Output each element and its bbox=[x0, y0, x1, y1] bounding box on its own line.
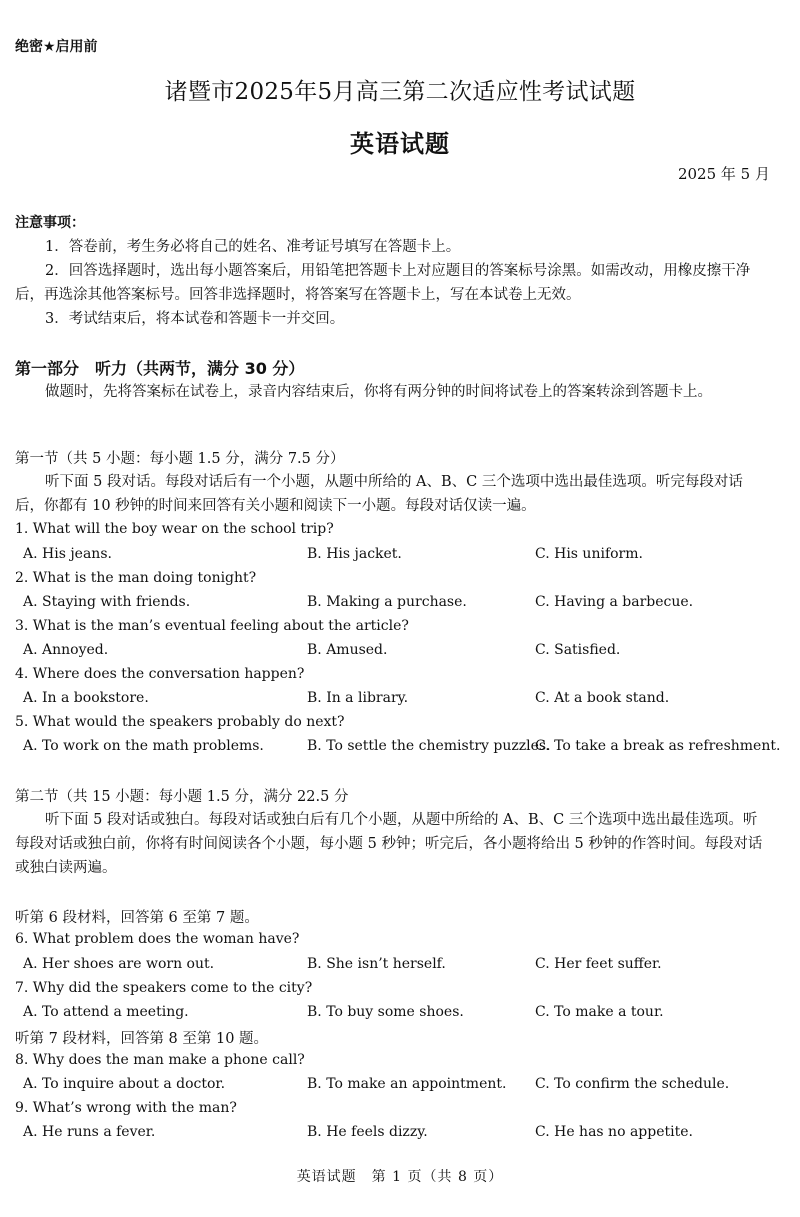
q9-option-a: A. He runs a fever. bbox=[23, 1124, 156, 1140]
question-9: 9. What’s wrong with the man? bbox=[15, 1100, 237, 1116]
q1-option-b: B. His jacket. bbox=[307, 546, 402, 562]
q3-option-c: C. Satisfied. bbox=[535, 642, 621, 658]
note-item: 1．答卷前，考生务必将自己的姓名、准考证号填写在答题卡上。 bbox=[45, 239, 461, 255]
part1-title: 第一部分 听力（共两节，满分 30 分） bbox=[15, 359, 305, 378]
q5-option-c: C. To take a break as refreshment. bbox=[535, 738, 781, 754]
note-item: 2．回答选择题时，选出每小题答案后，用铅笔把答题卡上对应题目的答案标号涂黑。如需改动，用橡皮擦干净后，再选涂其他答案标号。回答非选择题时，将答案写在答题卡上，写在本试卷上无效。 bbox=[15, 263, 751, 303]
q6-option-c: C. Her feet suffer. bbox=[535, 956, 662, 972]
q4-option-c: C. At a book stand. bbox=[535, 690, 670, 706]
question-3: 3. What is the man’s eventual feeling about the article? bbox=[15, 618, 409, 634]
subject-title: 英语试题 bbox=[350, 130, 450, 158]
question-5: 5. What would the speakers probably do next? bbox=[15, 714, 345, 730]
page-footer: 英语试题 第 1 页（共 8 页） bbox=[296, 1169, 504, 1185]
q8-option-c: C. To confirm the schedule. bbox=[535, 1076, 730, 1092]
q1-option-c: C. His uniform. bbox=[535, 546, 643, 562]
q7-option-c: C. To make a tour. bbox=[535, 1004, 664, 1020]
note-item: 3．考试结束后，将本试卷和答题卡一并交回。 bbox=[45, 311, 345, 327]
exam-date: 2025 年 5 月 bbox=[677, 165, 770, 183]
question-8: 8. Why does the man make a phone call? bbox=[15, 1052, 305, 1068]
q2-option-a: A. Staying with friends. bbox=[23, 594, 191, 610]
question-6: 6. What problem does the woman have? bbox=[15, 931, 300, 947]
section2-instruction: 听下面 5 段对话或独白。每段对话或独白后有几个小题，从题中所给的 A、B、C 三个选项中选出最佳选项。听每段对话或独白前，你将有时间阅读各个小题，每小题 5 秒钟；听完后，各小题将给出 5 秒钟的作答时间。每段对话或独白读两遍。 bbox=[15, 812, 763, 876]
section2-title: 第二节（共 15 小题：每小题 1.5 分，满分 22.5 分 bbox=[15, 789, 349, 805]
part1-instruction: 做题时，先将答案标在试卷上，录音内容结束后，你将有两分钟的时间将试卷上的答案转涂到答题卡上。 bbox=[45, 384, 712, 400]
exam-title: 诸暨市2025年5月高三第二次适应性考试试题 bbox=[164, 79, 636, 105]
section1-instruction: 听下面 5 段对话。每段对话后有一个小题，从题中所给的 A、B、C 三个选项中选出最佳选项。听完每段对话后，你都有 10 秒钟的时间来回答有关小题和阅读下一小题。每段对话仅读一遍。 bbox=[15, 474, 743, 514]
q9-option-c: C. He has no appetite. bbox=[535, 1124, 693, 1140]
q3-option-a: A. Annoyed. bbox=[23, 642, 109, 658]
notes-title: 注意事项： bbox=[15, 215, 85, 231]
question-1: 1. What will the boy wear on the school trip? bbox=[15, 521, 334, 537]
question-7: 7. Why did the speakers come to the city? bbox=[15, 980, 313, 996]
q8-option-a: A. To inquire about a doctor. bbox=[23, 1076, 226, 1092]
q2-option-b: B. Making a purchase. bbox=[307, 594, 467, 610]
q7-option-a: A. To attend a meeting. bbox=[23, 1004, 189, 1020]
q2-option-c: C. Having a barbecue. bbox=[535, 594, 694, 610]
q8-option-b: B. To make an appointment. bbox=[307, 1076, 507, 1092]
q9-option-b: B. He feels dizzy. bbox=[307, 1124, 428, 1140]
q3-option-b: B. Amused. bbox=[307, 642, 388, 658]
question-2: 2. What is the man doing tonight? bbox=[15, 570, 257, 586]
material-6-instruction: 听第 6 段材料，回答第 6 至第 7 题。 bbox=[15, 910, 259, 926]
question-4: 4. Where does the conversation happen? bbox=[15, 666, 305, 682]
section1-title: 第一节（共 5 小题：每小题 1.5 分，满分 7.5 分） bbox=[15, 451, 345, 467]
q1-option-a: A. His jeans. bbox=[23, 546, 112, 562]
q4-option-b: B. In a library. bbox=[307, 690, 409, 706]
q7-option-b: B. To buy some shoes. bbox=[307, 1004, 464, 1020]
q5-option-b: B. To settle the chemistry puzzles. bbox=[307, 738, 551, 754]
material-7-instruction: 听第 7 段材料，回答第 8 至第 10 题。 bbox=[15, 1031, 269, 1047]
q6-option-b: B. She isn’t herself. bbox=[307, 956, 446, 972]
q5-option-a: A. To work on the math problems. bbox=[23, 738, 264, 754]
q4-option-a: A. In a bookstore. bbox=[23, 690, 149, 706]
confidential-label: 绝密★启用前 bbox=[15, 39, 98, 55]
q6-option-a: A. Her shoes are worn out. bbox=[23, 956, 215, 972]
